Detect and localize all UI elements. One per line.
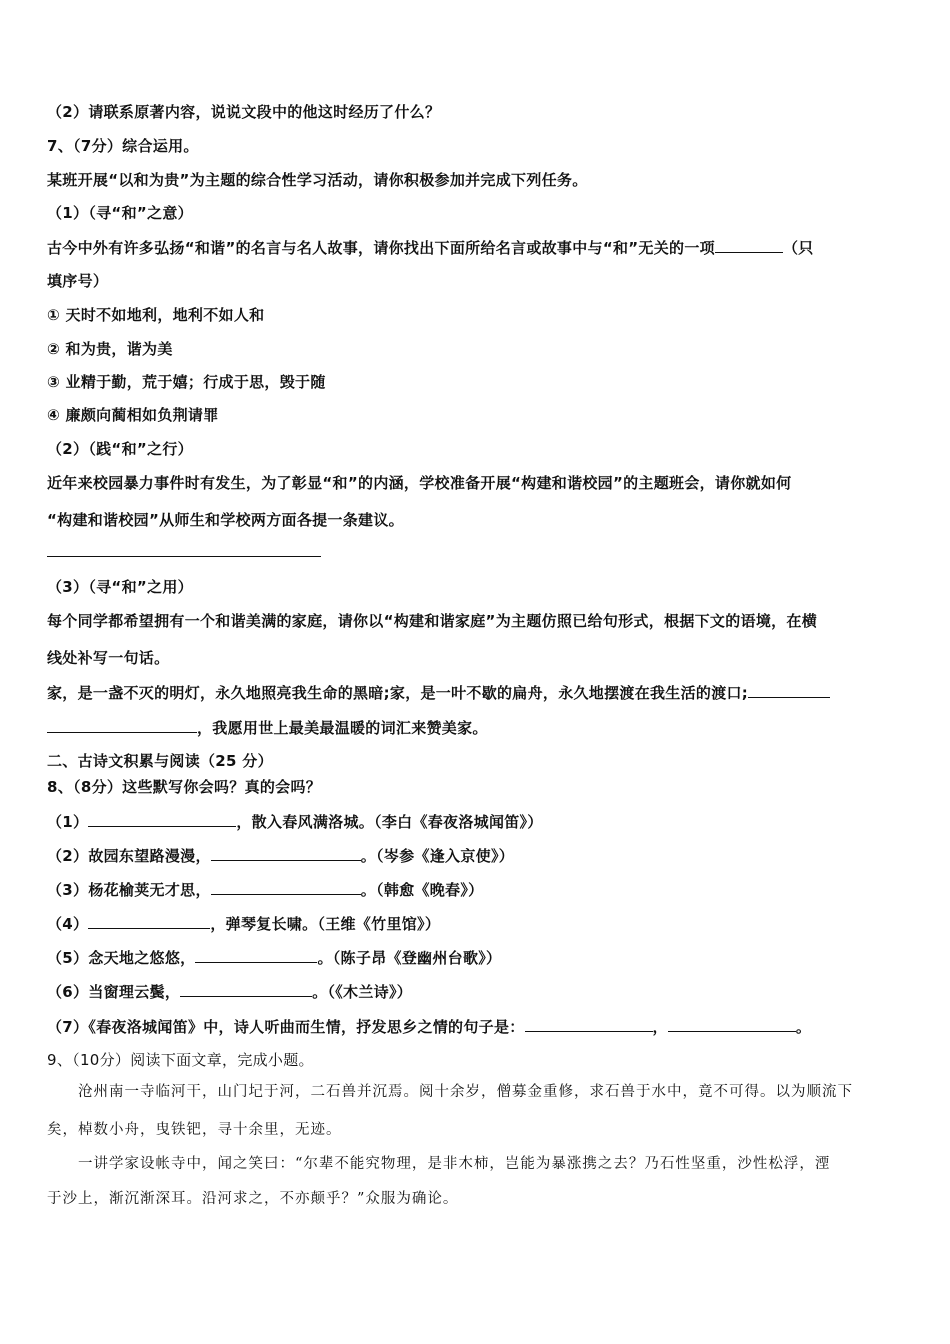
recite-4-num: （4）: [47, 915, 89, 933]
answer-blank[interactable]: [88, 811, 236, 827]
task-3-sentence-tail: ，我愿用世上最美最温暖的词汇来赞美家。: [197, 719, 488, 737]
recite-3-text: （3）杨花榆荚无才思，: [47, 881, 211, 899]
recite-2: [47, 845, 514, 866]
recite-4-text: ，弹琴复长啸。（王维《竹里馆》）: [210, 915, 441, 933]
answer-blank[interactable]: [525, 1016, 653, 1032]
task-3-sentence-text: 家，是一盏不灭的明灯，永久地照亮我生命的黑暗;家，是一叶不歇的扁舟，永久地摆渡在我生活的渡口;: [47, 684, 749, 702]
question-7-intro: 某班开展“以和为贵”为主题的综合性学习活动，请你积极参加并完成下列任务。: [47, 171, 588, 189]
recite-1-text: ，散入春风满洛城。（李白《春夜洛城闻笛》）: [236, 813, 543, 831]
task-3-prompt: 每个同学都希望拥有一个和谐美满的家庭，请你以“构建和谐家庭”为主题仿照已给句形式，根据下文的语境，在横: [47, 612, 818, 630]
recite-1: [47, 811, 543, 832]
recite-7-comma: ，: [652, 1018, 668, 1036]
recite-3: [47, 879, 483, 900]
question-9-title: 9、（10分）阅读下面文章，完成小题。: [47, 1051, 314, 1069]
passage-p2-line2: 于沙上，渐沉渐深耳。沿河求之，不亦颠乎？”众服为确论。: [47, 1191, 459, 1207]
option-4: ④ 廉颇向蔺相如负荆请罪: [47, 406, 219, 424]
passage-p2-line1: 一讲学家设帐寺中，闻之笑曰：“尔辈不能究物理，是非木柿，岂能为暴涨携之去？乃石性坚重，沙性松浮，湮: [78, 1156, 831, 1172]
recite-7-period: 。: [795, 1018, 812, 1036]
task-2-title: （2）（践“和”之行）: [47, 440, 193, 458]
answer-blank[interactable]: [195, 947, 317, 963]
recite-7: [47, 1016, 811, 1037]
question-8-title: 8、（8分）这些默写你会吗？真的会吗？: [47, 778, 322, 796]
recite-2-source: 。（岑参《逢入京使》）: [360, 847, 515, 865]
task-1-prompt-text: 古今中外有许多弘扬“和谐”的名言与名人故事，请你找出下面所给名言或故事中与“和”无关的一项: [47, 239, 715, 257]
task-3-title: （3）（寻“和”之用）: [47, 578, 193, 596]
passage-p1-line1: 沧州南一寺临河干，山门圮于河，二石兽并沉焉。阅十余岁，僧募金重修，求石兽于水中，竟不可得。以为顺流下: [78, 1084, 853, 1100]
question-6-2: （2）请联系原著内容，说说文段中的他这时经历了什么？: [47, 103, 441, 121]
recite-7-text: （7）《春夜洛城闻笛》中，诗人听曲而生情，抒发思乡之情的句子是：: [47, 1018, 525, 1036]
task-3-sentence: [47, 682, 830, 703]
answer-blank[interactable]: [180, 981, 312, 997]
task-1-title: （1）（寻“和”之意）: [47, 204, 193, 222]
task-2-prompt: 近年来校园暴力事件时有发生，为了彰显“和”的内涵，学校准备开展“构建和谐校园”的主题班会，请你就如何: [47, 474, 792, 492]
answer-blank[interactable]: [668, 1016, 796, 1032]
recite-5-text: （5）念天地之悠悠，: [47, 949, 196, 967]
answer-blank[interactable]: [715, 237, 783, 253]
section-2-title: 二、古诗文积累与阅读（25 分）: [47, 752, 273, 770]
recite-1-num: （1）: [47, 813, 89, 831]
recite-2-text: （2）故园东望路漫漫，: [47, 847, 211, 865]
option-1: ① 天时不如地利，地利不如人和: [47, 306, 265, 324]
question-7-title: 7、（7分）综合运用。: [47, 137, 199, 155]
recite-5: [47, 947, 501, 968]
answer-blank[interactable]: [211, 879, 361, 895]
task-3-sentence-cont: [47, 717, 488, 738]
recite-6-text: （6）当窗理云鬓，: [47, 983, 181, 1001]
task-1-prompt-tail: （只: [782, 239, 814, 257]
answer-line[interactable]: [47, 556, 321, 557]
task-1-prompt: [47, 237, 814, 258]
recite-6: [47, 981, 412, 1002]
answer-blank[interactable]: [211, 845, 361, 861]
option-2: ② 和为贵，谐为美: [47, 340, 173, 358]
answer-blank[interactable]: [88, 913, 210, 929]
recite-6-source: 。（《木兰诗》）: [312, 983, 413, 1001]
passage-p1-line2: 矣，棹数小舟，曳铁钯，寻十余里，无迹。: [47, 1122, 342, 1138]
recite-5-source: 。（陈子昂《登幽州台歌》）: [317, 949, 502, 967]
answer-blank[interactable]: [748, 682, 830, 698]
task-3-prompt-cont: 线处补写一句话。: [47, 649, 170, 667]
option-3: ③ 业精于勤，荒于嬉；行成于思，毁于随: [47, 373, 326, 391]
recite-4: [47, 913, 440, 934]
task-2-prompt-cont: “构建和谐校园”从师生和学校两方面各提一条建议。: [47, 511, 404, 529]
task-1-prompt-cont: 填序号）: [47, 272, 109, 290]
answer-blank[interactable]: [47, 717, 197, 733]
recite-3-source: 。（韩愈《晚春》）: [360, 881, 484, 899]
